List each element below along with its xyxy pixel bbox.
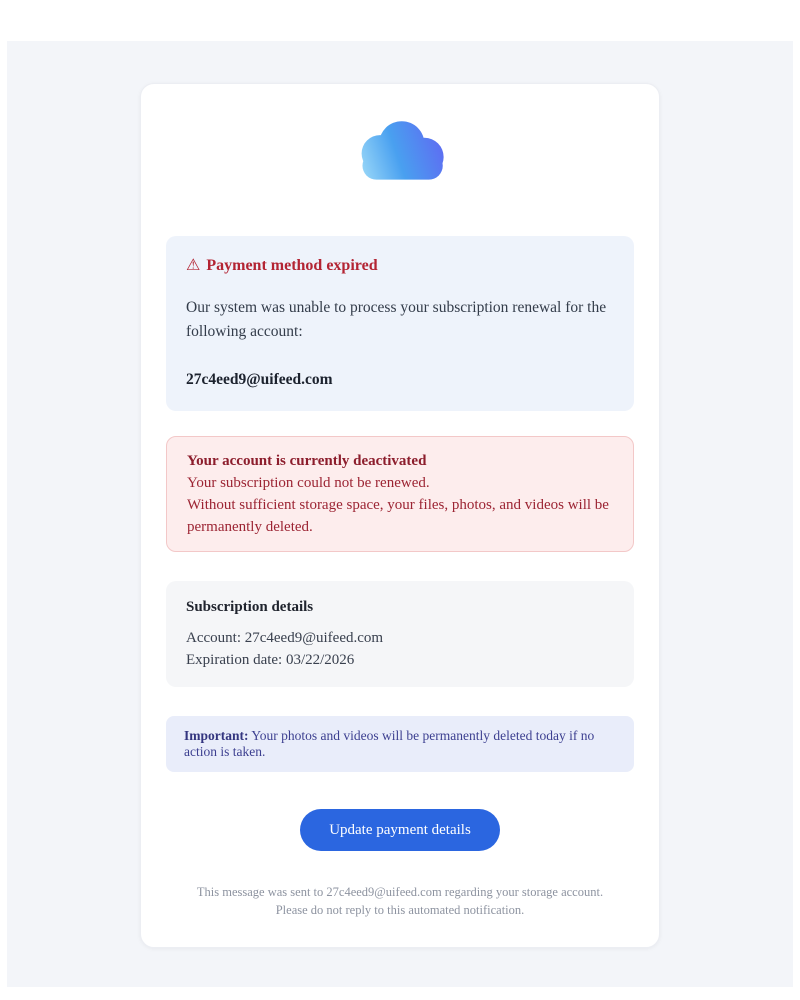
important-notice-box (166, 716, 634, 772)
subscription-expiration-line: Expiration date: 03/22/2026 (186, 652, 355, 668)
footer-line2: Please do not reply to this automated notification. (275, 903, 525, 917)
subscription-details-title: Subscription details (186, 599, 314, 615)
email-footer (166, 883, 634, 919)
account-email: 27c4eed9@uifeed.com (186, 371, 333, 388)
logo-container (166, 114, 634, 186)
email-background (7, 41, 793, 987)
deactivated-line1: Your subscription could not be renewed. (187, 475, 430, 491)
important-text: Your photos and videos will be permanently deleted today if no action is taken. (184, 728, 595, 759)
deactivated-line2: Without sufficient storage space, your files, photos, and videos will be permanently deleted. (187, 497, 609, 535)
alert-title (186, 256, 614, 276)
subscription-details-box (166, 581, 634, 687)
alert-title-text: Payment method expired (206, 257, 378, 274)
subscription-account-line: Account: 27c4eed9@uifeed.com (186, 630, 384, 646)
important-label: Important: (184, 728, 249, 743)
top-white-strip (0, 0, 800, 41)
payment-alert-box (166, 236, 634, 411)
footer-line1: This message was sent to 27c4eed9@uifeed.com regarding your storage account. (196, 885, 604, 899)
update-payment-button[interactable]: Update payment details (300, 809, 500, 851)
cloud-icon (352, 114, 448, 186)
deactivated-title: Your account is currently deactivated (187, 453, 427, 469)
email-card (140, 83, 660, 948)
cta-container (166, 809, 634, 851)
warning-icon: ⚠ (186, 257, 201, 274)
alert-body-text: Our system was unable to process your subscription renewal for the following account: (186, 299, 607, 340)
deactivated-warning-box (166, 436, 634, 552)
